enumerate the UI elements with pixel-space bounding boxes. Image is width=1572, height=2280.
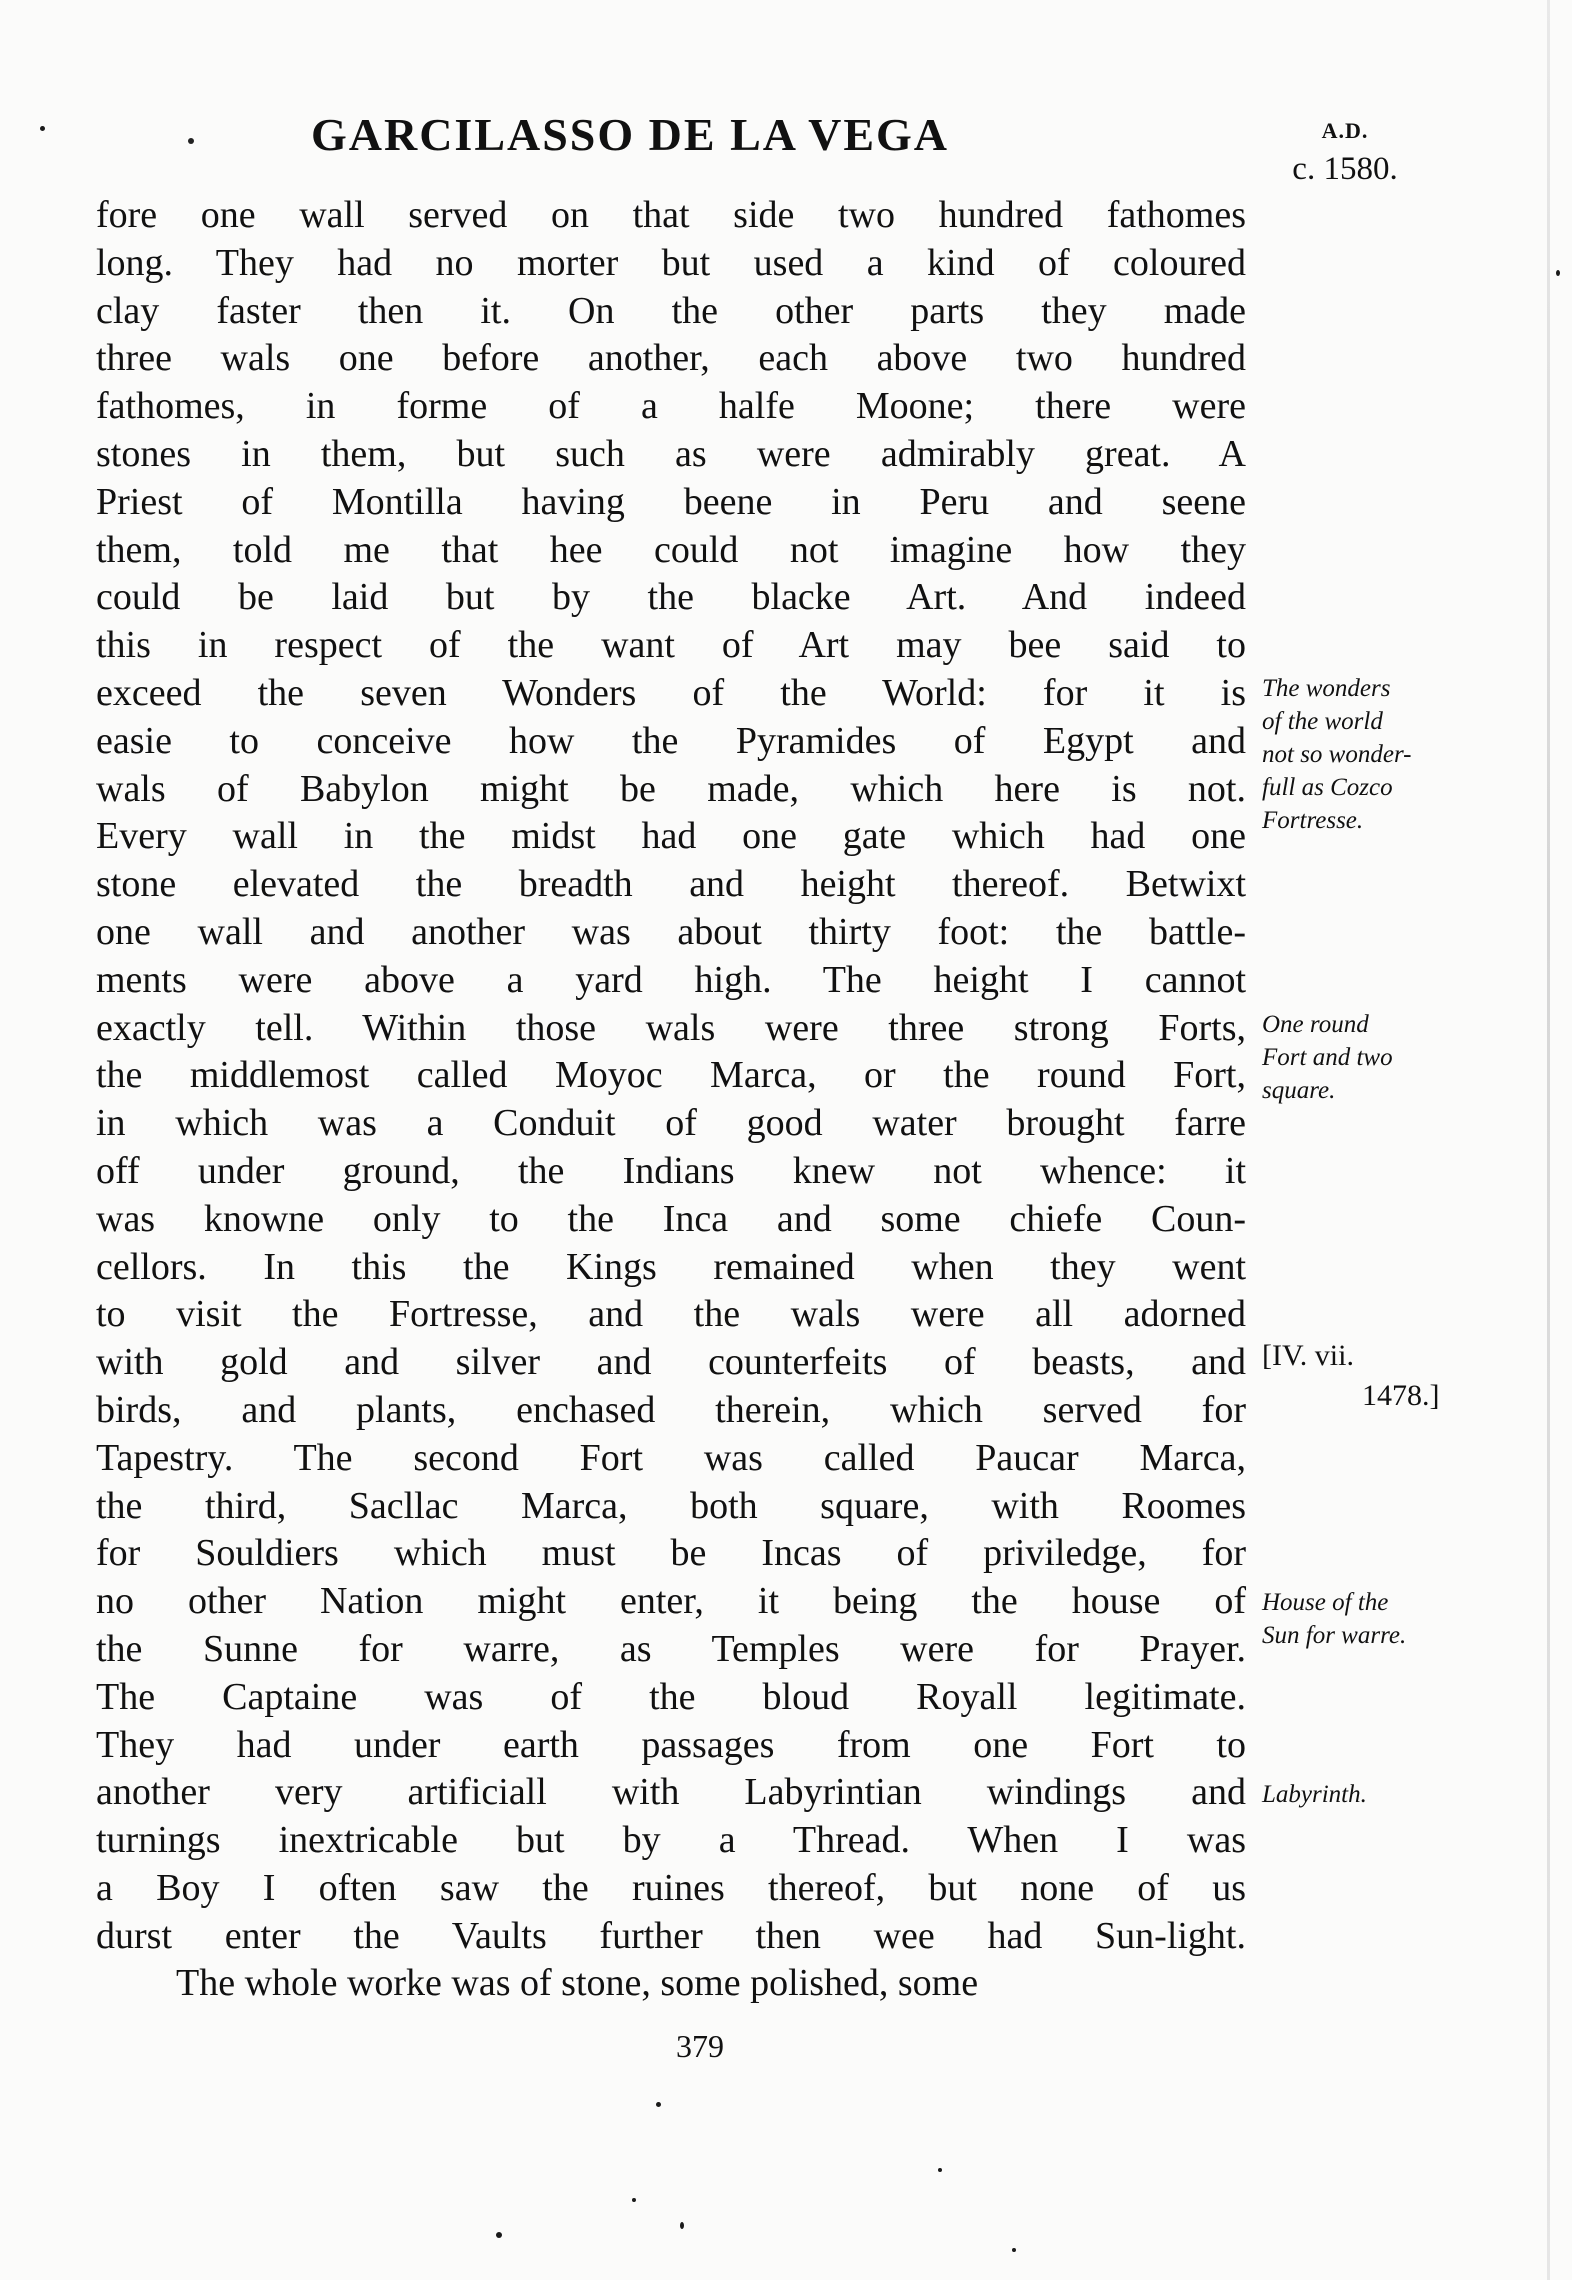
body-text-line: durst enter the Vaults further then wee had Sun-light. [96,1914,1246,1957]
body-text-line: the third, Sacllac Marca, both square, with Roomes [96,1484,1246,1527]
body-text-line: a Boy I often saw the ruines thereof, but none of us [96,1866,1246,1909]
source-reference-note [1262,1336,1482,1416]
reference-line: 1478.] [1362,1379,1440,1412]
date-marker [1270,112,1420,188]
body-text-line: The Captaine was of the bloud Royall legitimate. [96,1675,1246,1718]
marginal-note-line: not so wonder- [1262,741,1412,768]
page-edge-shadow [1547,0,1550,2280]
body-text-line: fore one wall served on that side two hundred fathomes [96,194,1246,236]
body-text-line: them, told me that hee could not imagine how they [96,528,1246,571]
body-text-line: They had under earth passages from one Fort to [96,1723,1246,1766]
body-text-line: could be laid but by the blacke Art. And indeed [96,576,1246,619]
body-text-line: clay faster then it. On the other parts they made [96,289,1246,332]
reference-line: [IV. vii. [1262,1339,1354,1372]
body-text-line: to visit the Fortresse, and the wals were all adorned [96,1293,1246,1336]
body-text-line: the Sunne for warre, as Temples were for Prayer. [96,1627,1246,1670]
body-text-line: no other Nation might enter, it being the house of [96,1580,1246,1623]
print-speck [1556,270,1560,276]
body-text-line: easie to conceive how the Pyramides of Egypt and [96,719,1246,762]
print-speck [938,2168,942,2172]
marginal-note-line: Fort and two [1262,1044,1393,1071]
body-text-line: off under ground, the Indians knew not whence: it [96,1149,1246,1192]
marginal-note-line: square. [1262,1077,1336,1104]
marginal-note-line: One round [1262,1011,1369,1038]
body-text-line: the middlemost called Moyoc Marca, or the round Fort, [96,1054,1246,1097]
body-text-line: with gold and silver and counterfeits of beasts, and [96,1341,1246,1384]
body-text-line: turnings inextricable but by a Thread. When I was [96,1819,1246,1862]
print-speck [632,2198,636,2202]
body-text-line: cellors. In this the Kings remained when they went [96,1245,1246,1288]
print-speck [40,126,45,131]
print-speck [496,2232,502,2238]
marginal-note-line: full as Cozco [1262,774,1393,801]
marginal-note-labyrinth [1262,1778,1502,1811]
body-text-column [96,192,1246,2008]
marginal-note-house [1262,1586,1502,1652]
body-text-line: fathomes, in forme of a halfe Moone; there were [96,385,1246,428]
body-text-line: wals of Babylon might be made, which here is not. [96,767,1246,810]
body-text-line: in which was a Conduit of good water brought farre [96,1102,1246,1145]
body-text-line: was knowne only to the Inca and some chiefe Coun- [96,1197,1246,1240]
body-text-line: ments were above a yard high. The height I cannot [96,958,1246,1001]
running-title: GARCILASSO DE LA VEGA [310,109,950,160]
body-text-line: three wals one before another, each above two hundred [96,337,1246,380]
body-text-line: exactly tell. Within those wals were three strong Forts, [96,1006,1246,1049]
body-text-line: long. They had no morter but used a kind of coloured [96,241,1246,284]
body-text-line: The whole worke was of stone, some polished, some [176,1962,979,2005]
marginal-note-forts [1262,1008,1502,1107]
print-speck [656,2102,661,2107]
marginal-note-line: of the world [1262,708,1383,735]
body-text-line: for Souldiers which must be Incas of priviledge, for [96,1532,1246,1575]
marginal-note-line: Sun for warre. [1262,1622,1407,1649]
body-text-line: stone elevated the breadth and height thereof. Betwixt [96,863,1246,906]
body-text-line: exceed the seven Wonders of the World: for it is [96,671,1246,714]
marginal-note-line: Fortresse. [1262,807,1364,834]
body-text-line: stones in them, but such as were admirably great. A [96,432,1246,475]
page-number: 379 [676,2028,724,2064]
body-text-line: another very artificiall with Labyrintian windings and [96,1771,1246,1814]
body-text-line: Every wall in the midst had one gate which had one [96,815,1246,858]
body-text-line: birds, and plants, enchased therein, which served for [96,1388,1246,1431]
marginal-note-line: The wonders [1262,675,1391,702]
date-year: c. 1580. [1292,151,1398,187]
body-text-line: Priest of Montilla having beene in Peru and seene [96,480,1246,523]
body-text-line: one wall and another was about thirty foot: the battle- [96,910,1246,953]
print-speck [1012,2248,1016,2252]
marginal-note-line: Labyrinth. [1262,1781,1367,1808]
body-text-line: Tapestry. The second Fort was called Paucar Marca, [96,1436,1246,1479]
body-text-line: this in respect of the want of Art may bee said to [96,624,1246,667]
marginal-note-wonders [1262,672,1502,837]
marginal-note-line: House of the [1262,1589,1389,1616]
print-speck [680,2222,684,2229]
date-era-label: A.D. [1321,118,1369,143]
